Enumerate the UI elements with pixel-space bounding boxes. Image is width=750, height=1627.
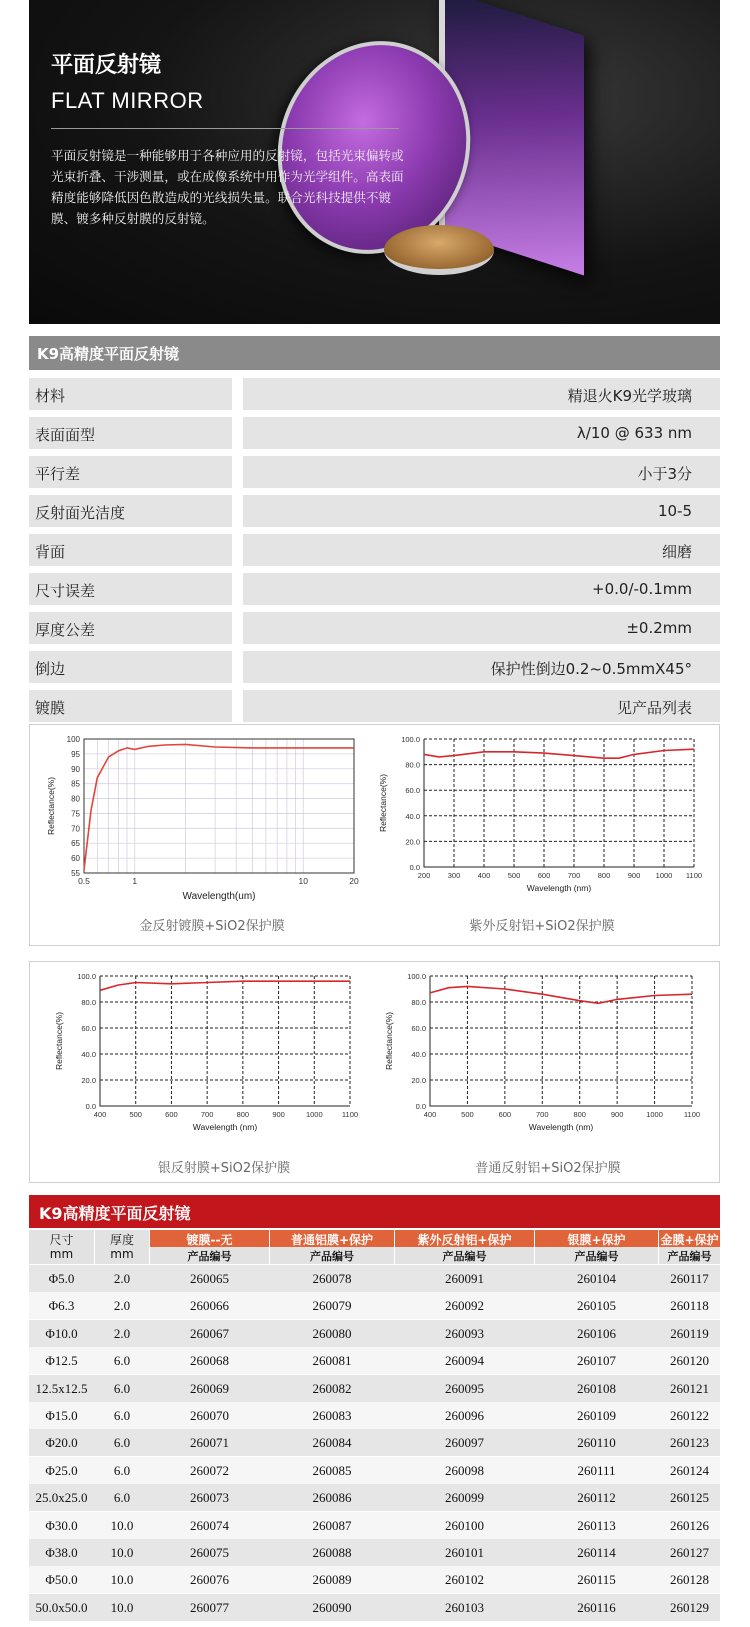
x-tick-label: 400 [423, 1110, 437, 1119]
size-cell: Φ20.0 [45, 1435, 78, 1451]
thickness-cell: 6.0 [113, 1490, 131, 1506]
chart-panel-1 [29, 724, 720, 946]
x-tick-label: 700 [567, 871, 581, 880]
product-code-cell: 260126 [670, 1517, 709, 1533]
y-axis-title: Reflectance(%) [384, 1011, 394, 1071]
product-code-cell: 260083 [312, 1408, 352, 1423]
y-tick-label: 20.0 [81, 1076, 96, 1085]
product-code-cell: 260100 [445, 1517, 484, 1533]
product-code-cell: 260065 [190, 1271, 229, 1286]
spec-label: 厚度公差 [29, 612, 232, 644]
size-cell: Φ15.0 [45, 1408, 78, 1423]
product-code-cell: 260124 [670, 1462, 709, 1478]
product-code-cell: 260098 [445, 1462, 484, 1478]
x-tick-label: 600 [537, 871, 551, 880]
product-code-cell: 260115 [577, 1572, 616, 1588]
product-code-cell: 260097 [445, 1435, 484, 1451]
spec-row [29, 690, 720, 722]
product-table-header [29, 1230, 720, 1264]
product-code-cell: 260118 [670, 1298, 709, 1314]
product-code-cell: 260084 [312, 1435, 352, 1451]
product-code-cell: 260121 [670, 1380, 709, 1396]
product-code-cell: 260108 [577, 1380, 616, 1396]
x-tick-label: 1000 [646, 1110, 663, 1119]
thickness-cell: 10.0 [110, 1599, 134, 1615]
thickness-cell: 10.0 [110, 1545, 134, 1560]
product-code-cell: 260067 [190, 1325, 229, 1341]
product-code-cell: 260076 [190, 1572, 229, 1588]
y-tick-label: 0.0 [415, 1102, 426, 1111]
spec-value: 保护性倒边0.2~0.5mmX45° [243, 651, 720, 683]
y-axis-title: Reflectance(%) [54, 1011, 64, 1071]
spec-label: 尺寸误差 [29, 573, 232, 605]
size-cell: Φ10.0 [45, 1325, 78, 1341]
product-code-cell: 260105 [577, 1298, 616, 1314]
plot-frame [84, 739, 354, 873]
hero-title-cn: 平面反射镜 [51, 53, 162, 78]
product-code-cell: 260119 [670, 1325, 709, 1341]
y-tick-label: 60.0 [81, 1024, 96, 1033]
y-tick-label: 100.0 [407, 972, 426, 981]
table-row [29, 1320, 720, 1347]
product-code-cell: 260074 [190, 1517, 229, 1533]
product-code-cell: 260102 [445, 1572, 484, 1588]
table-row [29, 1594, 720, 1621]
chart-caption-aluminum: 普通反射铝+SiO2保护膜 [475, 1161, 621, 1176]
x-tick-label: 20 [349, 876, 359, 886]
y-axis-title: Reflectance(%) [378, 773, 388, 833]
thickness-cell: 6.0 [113, 1408, 131, 1423]
axis-line [100, 976, 350, 1106]
product-code-cell: 260071 [190, 1435, 229, 1451]
y-tick-label: 65 [71, 839, 80, 849]
spec-row [29, 534, 720, 566]
product-code-cell: 260080 [312, 1325, 352, 1341]
product-code-cell: 260099 [445, 1490, 484, 1506]
y-tick-label: 100.0 [401, 735, 420, 744]
product-code-cell: 260104 [577, 1271, 616, 1286]
y-tick-label: 70 [71, 824, 80, 834]
chart-aluminum [372, 970, 712, 1140]
code-header: 产品编号 [187, 1250, 232, 1263]
coating-header: 紫外反射铝+保护 [417, 1233, 512, 1247]
spec-value: 见产品列表 [243, 690, 720, 722]
product-code-cell: 260128 [670, 1572, 709, 1588]
product-code-cell: 260087 [312, 1517, 352, 1533]
thickness-cell: 6.0 [113, 1380, 131, 1396]
product-code-cell: 260090 [312, 1599, 352, 1615]
size-cell: Φ25.0 [45, 1462, 78, 1478]
series-line [424, 749, 694, 758]
chart-panel-2 [29, 961, 720, 1183]
chart-caption-gold: 金反射镀膜+SiO2保护膜 [139, 919, 285, 934]
hero-description: 平面反射镜是一种能够用于各种应用的反射镜，包括光束偏转或光束折叠、干涉测量，或在成像系统中用作为光学组件。高表面精度能够降低因色散造成的光线损失量。联合光科技提供不镀膜、镀多种反射膜的反射镜。 [51, 148, 404, 226]
y-tick-label: 60.0 [405, 786, 420, 796]
size-cell: Φ50.0 [45, 1572, 78, 1588]
thickness-cell: 10.0 [110, 1572, 134, 1588]
spec-label: 平行差 [29, 456, 232, 488]
y-tick-label: 80 [71, 794, 80, 804]
thickness-cell: 6.0 [113, 1353, 131, 1369]
x-tick-label: 500 [461, 1110, 474, 1119]
product-code-cell: 260069 [190, 1380, 229, 1396]
product-code-cell: 260091 [445, 1271, 484, 1286]
x-tick-label: 600 [498, 1110, 512, 1119]
product-code-cell: 260068 [190, 1353, 229, 1369]
product-code-cell: 260101 [445, 1545, 484, 1560]
x-tick-label: 800 [236, 1110, 250, 1119]
x-tick-label: 700 [536, 1110, 549, 1119]
col-size-unit: mm [49, 1247, 74, 1261]
y-tick-label: 100.0 [77, 972, 96, 981]
product-code-cell: 260066 [190, 1298, 229, 1314]
spec-value: λ/10 @ 633 nm [243, 417, 720, 449]
product-code-cell: 260078 [312, 1271, 352, 1286]
y-tick-label: 0.0 [85, 1102, 96, 1111]
size-cell: Φ5.0 [48, 1271, 75, 1286]
y-tick-label: 40.0 [81, 1050, 96, 1059]
product-code-cell: 260081 [312, 1353, 352, 1369]
spec-row [29, 495, 720, 527]
table-row [29, 1347, 720, 1374]
spec-table-header: K9高精度平面反射镜 [29, 336, 720, 370]
product-code-cell: 260110 [577, 1435, 616, 1451]
spec-label: 反射面光洁度 [29, 495, 232, 527]
x-tick-label: 700 [200, 1110, 214, 1119]
y-tick-label: 40.0 [411, 1050, 426, 1059]
x-tick-label: 600 [165, 1110, 178, 1119]
chart-caption-uv-aluminum: 紫外反射铝+SiO2保护膜 [469, 919, 615, 934]
size-cell: Φ30.0 [45, 1517, 78, 1533]
product-code-cell: 260122 [670, 1408, 709, 1423]
product-code-cell: 260086 [312, 1490, 352, 1506]
x-tick-label: 400 [477, 871, 491, 880]
table-row [29, 1539, 720, 1566]
thickness-cell: 2.0 [113, 1325, 131, 1341]
size-cell: 12.5x12.5 [35, 1380, 88, 1396]
size-cell: 25.0x25.0 [35, 1490, 88, 1506]
product-code-cell: 260096 [445, 1408, 484, 1423]
x-tick-label: 500 [507, 871, 521, 880]
product-code-cell: 260116 [577, 1599, 616, 1615]
spec-label: 倒边 [29, 651, 232, 683]
x-tick-label: 900 [627, 871, 641, 880]
chart-silver [40, 970, 370, 1140]
x-tick-label: 1000 [305, 1110, 323, 1119]
y-tick-label: 90 [71, 764, 80, 774]
col-size-label: 尺寸 [49, 1233, 74, 1247]
product-code-cell: 260117 [670, 1271, 709, 1286]
table-row [29, 1566, 720, 1593]
spec-value: 细磨 [243, 534, 720, 566]
table-row [29, 1265, 720, 1292]
y-tick-label: 100 [66, 735, 80, 744]
thickness-cell: 2.0 [113, 1298, 131, 1314]
product-code-cell: 260120 [670, 1353, 709, 1369]
spec-value: +0.0/-0.1mm [243, 573, 720, 605]
product-code-cell: 260109 [577, 1408, 616, 1423]
y-axis-title: Reflectance(%) [46, 776, 56, 836]
product-code-cell: 260095 [445, 1380, 484, 1396]
axis-line [424, 739, 694, 867]
y-tick-label: 95 [71, 749, 80, 759]
size-cell: Φ38.0 [45, 1545, 78, 1560]
x-tick-label: 400 [93, 1110, 107, 1119]
spec-label: 材料 [29, 378, 232, 410]
x-tick-label: 10 [298, 876, 309, 886]
hero-divider [51, 128, 399, 129]
table-row [29, 1512, 720, 1539]
spec-label: 镀膜 [29, 690, 232, 722]
x-tick-label: 0.5 [78, 876, 90, 886]
product-code-cell: 260089 [312, 1572, 352, 1588]
y-tick-label: 20.0 [405, 837, 420, 847]
x-tick-label: 1000 [655, 871, 673, 880]
chart-uv-aluminum [370, 733, 715, 903]
col-thick-unit: mm [110, 1247, 134, 1261]
y-tick-label: 40.0 [405, 811, 420, 821]
product-code-cell: 260129 [670, 1599, 709, 1615]
table-row [29, 1484, 720, 1511]
x-tick-label: 500 [129, 1110, 142, 1119]
y-tick-label: 60 [71, 854, 80, 864]
spec-row [29, 456, 720, 488]
thickness-cell: 6.0 [113, 1435, 131, 1451]
spec-label: 背面 [29, 534, 232, 566]
x-tick-label: 1100 [685, 871, 703, 880]
table-row [29, 1457, 720, 1484]
chart-caption-silver: 银反射膜+SiO2保护膜 [157, 1161, 291, 1176]
product-code-cell: 260073 [190, 1490, 229, 1506]
size-cell: 50.0x50.0 [35, 1599, 88, 1615]
product-code-cell: 260106 [577, 1325, 616, 1341]
mirror-illustration-gold [384, 225, 494, 275]
spec-value: ±0.2mm [243, 612, 720, 644]
x-tick-label: 200 [417, 871, 431, 880]
product-code-cell: 260113 [577, 1517, 616, 1533]
x-tick-label: 900 [272, 1110, 285, 1119]
product-code-cell: 260127 [670, 1545, 709, 1560]
table-row [29, 1402, 720, 1429]
x-tick-label: 1 [132, 876, 138, 886]
product-code-cell: 260085 [312, 1462, 352, 1478]
x-axis-title: Wavelength (nm) [192, 1122, 258, 1132]
product-code-cell: 260111 [577, 1462, 616, 1478]
product-code-cell: 260082 [312, 1380, 352, 1396]
table-row [29, 1292, 720, 1319]
thickness-cell: 10.0 [110, 1517, 134, 1533]
thickness-cell: 6.0 [113, 1462, 131, 1478]
product-code-cell: 260094 [445, 1353, 484, 1369]
y-tick-label: 80.0 [411, 998, 426, 1007]
code-header: 产品编号 [667, 1250, 712, 1263]
code-header: 产品编号 [574, 1250, 619, 1263]
chart-gold [36, 733, 366, 903]
series-line [84, 744, 354, 870]
y-tick-label: 80.0 [81, 998, 96, 1007]
y-tick-label: 55 [71, 869, 80, 878]
series-line [430, 986, 692, 1003]
series-line [100, 981, 350, 990]
hero-title-en: FLAT MIRROR [51, 88, 204, 113]
coating-header: 普通铝膜+保护 [290, 1233, 374, 1247]
y-tick-label: 75 [71, 809, 80, 819]
y-tick-label: 60.0 [411, 1024, 426, 1033]
product-code-cell: 260077 [190, 1599, 229, 1615]
coating-header: 镀膜--无 [186, 1233, 233, 1247]
spec-value: 10-5 [243, 495, 720, 527]
product-code-cell: 260088 [312, 1545, 352, 1560]
col-thick-label: 厚度 [109, 1233, 134, 1247]
table-row [29, 1429, 720, 1456]
x-tick-label: 1100 [683, 1110, 701, 1119]
product-code-cell: 260103 [445, 1599, 484, 1615]
y-tick-label: 20.0 [411, 1076, 426, 1085]
coating-header: 金膜+保护 [660, 1233, 719, 1247]
spec-row [29, 612, 720, 644]
coating-header: 银膜+保护 [567, 1233, 626, 1247]
spec-value: 精退火K9光学玻璃 [243, 378, 720, 410]
code-header: 产品编号 [442, 1250, 487, 1263]
product-code-cell: 260070 [190, 1408, 229, 1423]
product-code-cell: 260072 [190, 1462, 229, 1478]
x-axis-title: Wavelength (nm) [528, 1122, 594, 1132]
spec-row [29, 378, 720, 410]
spec-row [29, 417, 720, 449]
product-code-cell: 260123 [670, 1435, 709, 1451]
spec-row [29, 573, 720, 605]
spec-label: 表面面型 [29, 417, 232, 449]
product-code-cell: 260114 [577, 1545, 616, 1560]
size-cell: Φ12.5 [45, 1353, 78, 1369]
x-tick-label: 800 [597, 871, 611, 880]
x-tick-label: 300 [447, 871, 461, 880]
x-axis-title: Wavelength(um) [182, 891, 256, 902]
product-code-cell: 260092 [445, 1298, 484, 1314]
product-code-cell: 260079 [312, 1298, 352, 1314]
spec-row [29, 651, 720, 683]
table-row [29, 1375, 720, 1402]
code-header: 产品编号 [310, 1250, 354, 1263]
product-code-cell: 260093 [445, 1325, 484, 1341]
y-tick-label: 0.0 [409, 863, 420, 872]
x-tick-label: 900 [610, 1110, 624, 1119]
size-cell: Φ6.3 [48, 1298, 75, 1314]
y-tick-label: 85 [71, 779, 80, 789]
x-tick-label: 800 [573, 1110, 586, 1119]
product-table-title: K9高精度平面反射镜 [29, 1195, 720, 1228]
thickness-cell: 2.0 [113, 1271, 131, 1286]
product-code-cell: 260125 [670, 1490, 709, 1506]
x-tick-label: 1100 [341, 1110, 359, 1119]
product-code-cell: 260075 [190, 1545, 229, 1560]
product-code-cell: 260107 [577, 1353, 616, 1369]
y-tick-label: 80.0 [405, 760, 420, 770]
x-axis-title: Wavelength (nm) [526, 883, 592, 893]
product-code-cell: 260112 [577, 1490, 616, 1506]
hero-banner [29, 0, 720, 324]
spec-value: 小于3分 [243, 456, 720, 488]
